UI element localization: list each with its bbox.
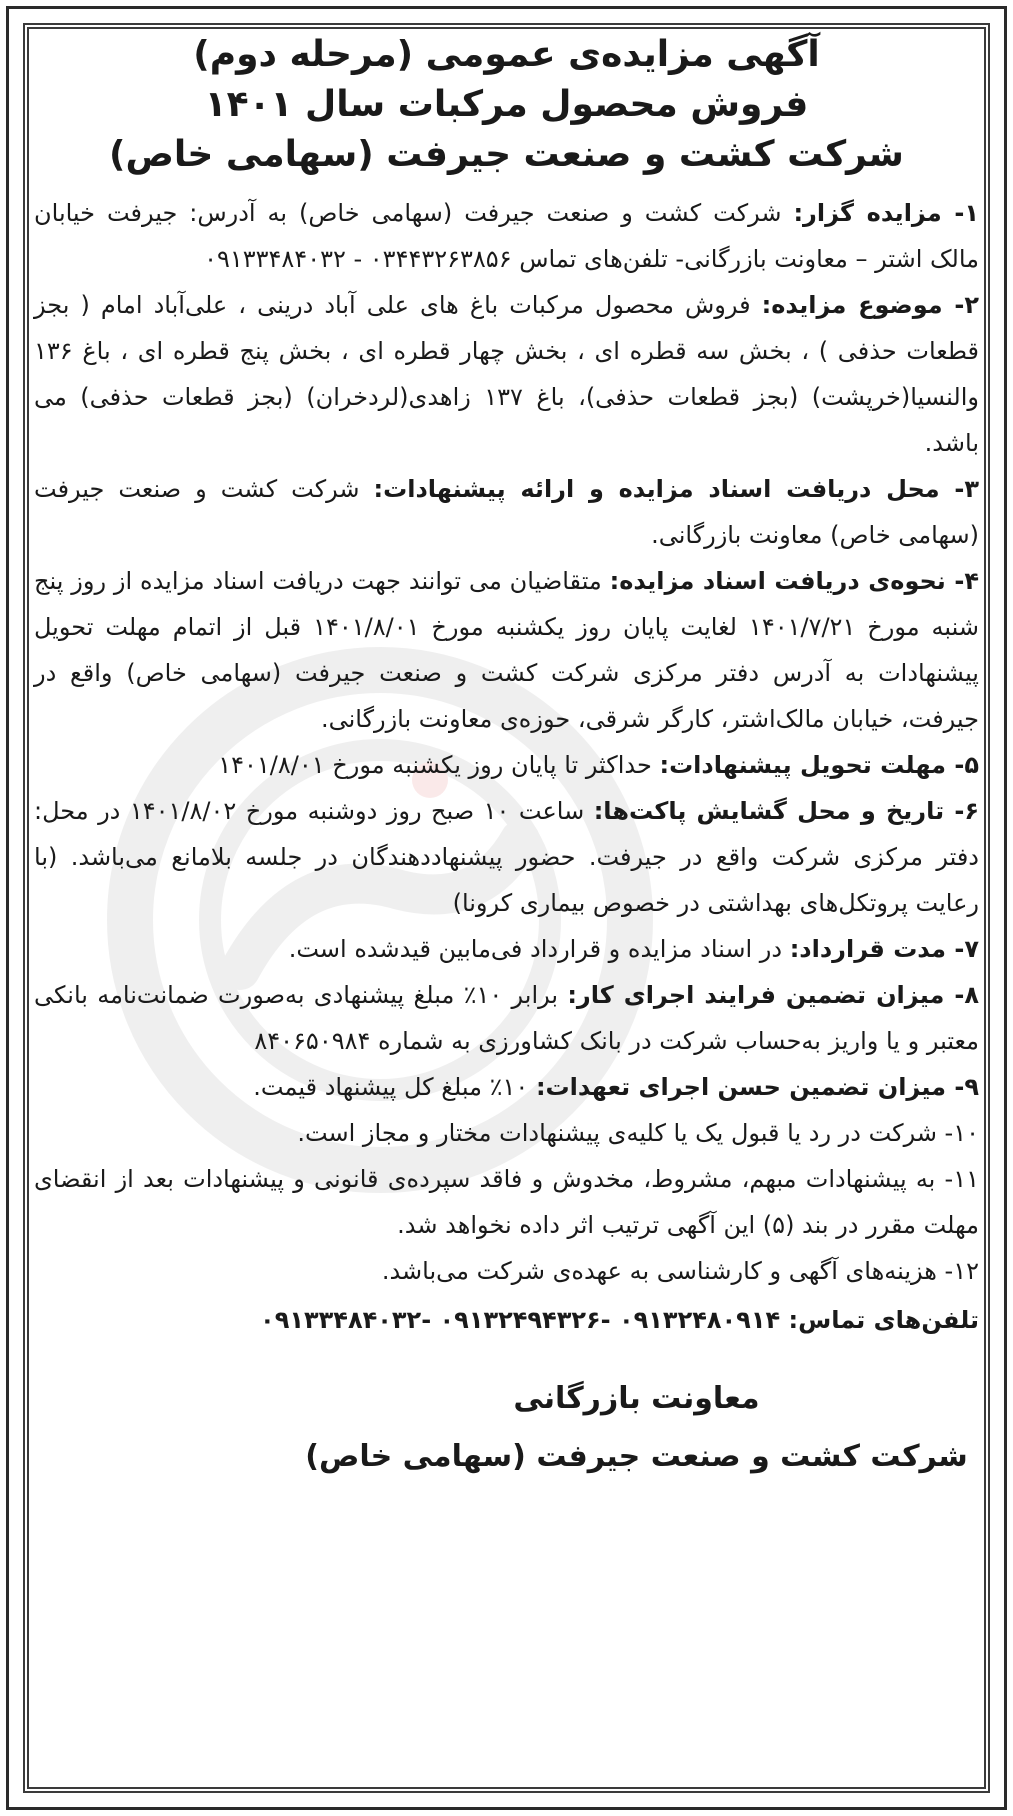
clause-lead: ۴- نحوه‌ی دریافت اسناد مزایده: — [609, 567, 979, 595]
clause-9 — [34, 1064, 979, 1110]
clause-10 — [34, 1110, 979, 1156]
clause-3 — [34, 466, 979, 558]
clause-lead: ۷- مدت قرارداد: — [789, 935, 979, 963]
ad-title-block — [34, 30, 979, 180]
clause-lead: ۱- مزایده گزار: — [793, 199, 980, 227]
clause-lead: ۹- میزان تضمین حسن اجرای تعهدات: — [535, 1073, 979, 1101]
phones-label: تلفن‌های تماس: — [788, 1306, 979, 1334]
clause-lead: ۲- موضوع مزایده: — [761, 291, 980, 319]
clause-12 — [34, 1248, 979, 1294]
clause-text: ۱۱- به پیشنهادات مبهم، مشروط، مخدوش و فاقد سپرده‌ی قانونی و پیشنهادات بعد از انقضای مهلت مقرر در بند (۵) این آگهی ترتیب اثر داده نخواهد شد. — [34, 1165, 979, 1239]
ad-title: آگهی مزایده‌ی عمومی (مرحله دوم) — [193, 34, 820, 75]
clause-2 — [34, 282, 979, 466]
clause-lead: ۶- تاریخ و محل گشایش پاکت‌ها: — [593, 797, 979, 825]
signature-block — [34, 1370, 979, 1486]
clause-7 — [34, 926, 979, 972]
clause-text: ۱۰٪ مبلغ کل پیشنهاد قیمت. — [253, 1073, 536, 1101]
contact-phones — [34, 1296, 979, 1344]
clause-1 — [34, 190, 979, 282]
department-name: معاونت بازرگانی — [513, 1381, 760, 1416]
clause-5 — [34, 742, 979, 788]
ad-content — [34, 30, 979, 1786]
clause-text: فروش محصول مرکبات باغ های علی آباد درینی ، علی‌آباد امام ( بجز قطعات حذفی ) ، بخش سه قطره ای ، بخش چهار قطره ای ، بخش پنج قطره ای ، باغ ۱۳۶ والنسیا(خرپشت) (بجز قطعات حذفی)، باغ ۱۳۷ زاهدی(لردخران) (بجز قطعات حذفی) می باشد. — [34, 291, 979, 457]
clause-text: برابر ۱۰٪ مبلغ پیشنهادی به‌صورت ضمانت‌نامه بانکی معتبر و یا واریز به‌حساب شرکت در بانک کشاورزی به شماره ۸۴۰۶۵۰۹۸۴ — [34, 981, 979, 1055]
clause-8 — [34, 972, 979, 1064]
company-signature: شرکت کشت و صنعت جیرفت (سهامی خاص) — [305, 1439, 968, 1474]
clause-text: ۱۲- هزینه‌های آگهی و کارشناسی به عهده‌ی شرکت می‌باشد. — [381, 1257, 979, 1285]
clause-lead: ۳- محل دریافت اسناد مزایده و ارائه پیشنهادات: — [373, 475, 980, 503]
clause-lead: ۵- مهلت تحویل پیشنهادات: — [659, 751, 979, 779]
clause-text: شرکت کشت و صنعت جیرفت (سهامی خاص) معاونت بازرگانی. — [34, 475, 979, 549]
clause-text: شرکت کشت و صنعت جیرفت (سهامی خاص) به آدرس: جیرفت خیابان مالک اشتر – معاونت بازرگانی- تلفن‌های تماس ۰۳۴۴۳۲۶۳۸۵۶ - ۰۹۱۳۳۴۸۴۰۳۲ — [34, 199, 979, 273]
phones-numbers: ۰۹۱۳۲۴۸۰۹۱۴ -۰۹۱۳۲۴۹۴۳۲۶ -۰۹۱۳۳۴۸۴۰۳۲ — [260, 1306, 781, 1334]
company-name: شرکت کشت و صنعت جیرفت (سهامی خاص) — [109, 134, 904, 175]
clause-text: حداکثر تا پایان روز یکشنبه مورخ ۱۴۰۱/۸/۰۱ — [218, 751, 660, 779]
clause-text: متقاضیان می توانند جهت دریافت اسناد مزایده از روز پنج شنبه مورخ ۱۴۰۱/۷/۲۱ لغایت پایان روز یکشنبه مورخ ۱۴۰۱/۸/۰۱ قبل از اتمام مهلت تحویل پیشنهادات به آدرس دفتر مرکزی شرکت کشت و صنعت جیرفت (سهامی خاص) واقع در جیرفت، خیابان مالک‌اشتر، کارگر شرقی، حوزه‌ی معاونت بازرگانی. — [34, 567, 979, 733]
clause-text: ساعت ۱۰ صبح روز دوشنبه مورخ ۱۴۰۱/۸/۰۲ در محل: دفتر مرکزی شرکت واقع در جیرفت. حضور پیشنهاددهندگان در جلسه بلامانع می‌باشد. (با رعایت پروتکل‌های بهداشتی در خصوص بیماری کرونا) — [34, 797, 979, 917]
clause-text: ۱۰- شرکت در رد یا قبول یک یا کلیه‌ی پیشنهادات مختار و مجاز است. — [297, 1119, 979, 1147]
ad-subtitle: فروش محصول مرکبات سال ۱۴۰۱ — [204, 84, 809, 125]
clause-lead: ۸- میزان تضمین فرایند اجرای کار: — [567, 981, 979, 1009]
clause-4 — [34, 558, 979, 742]
clause-6 — [34, 788, 979, 926]
clause-text: در اسناد مزایده و قرارداد فی‌مابین قیدشده است. — [288, 935, 790, 963]
clause-11 — [34, 1156, 979, 1248]
